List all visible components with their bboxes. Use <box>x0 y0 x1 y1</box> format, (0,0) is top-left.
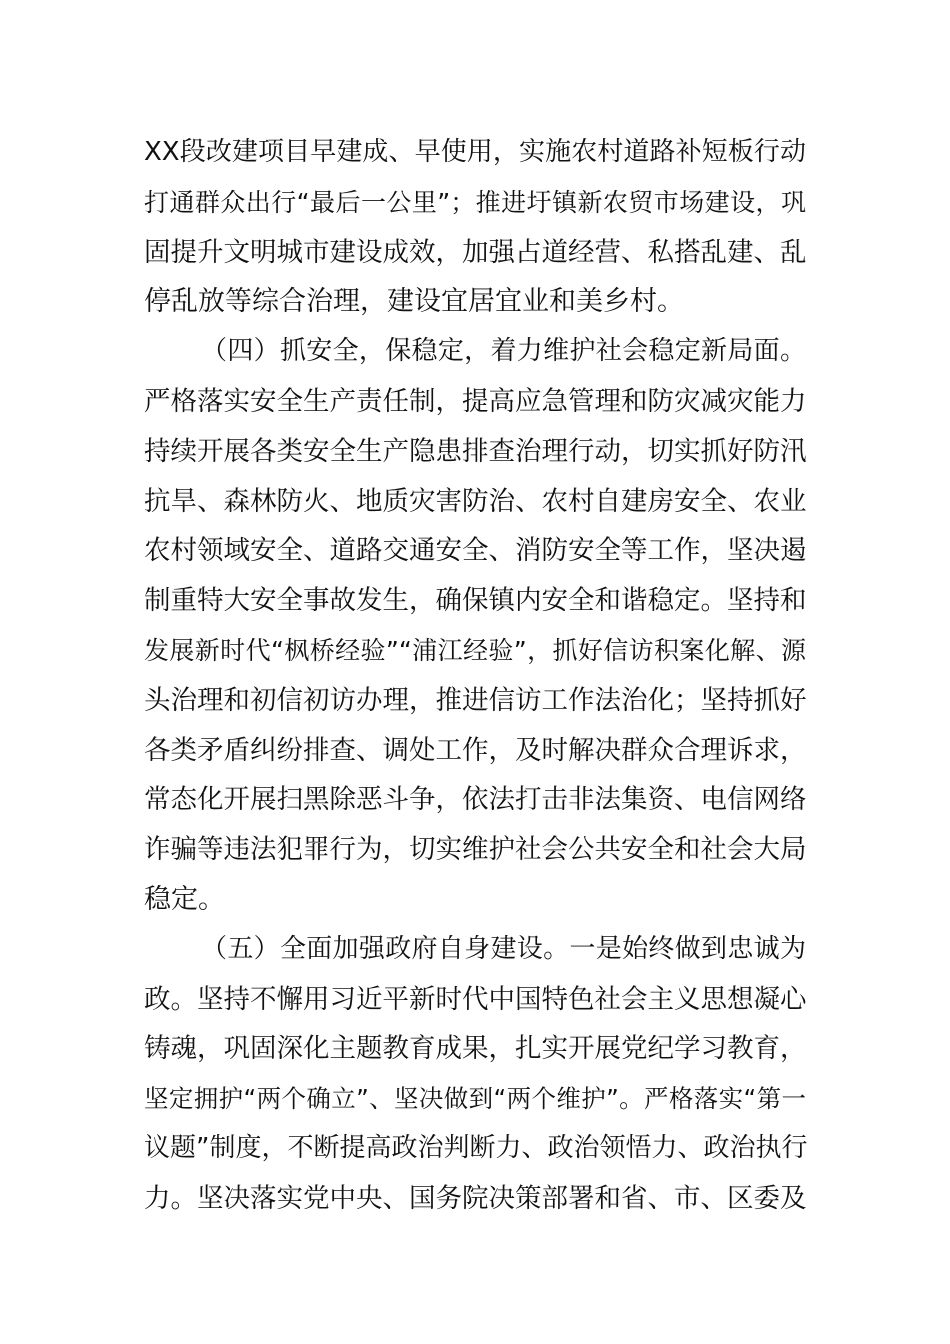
text-line: 固提升文明城市建设成效，加强占道经营、私搭乱建、乱 <box>144 236 807 268</box>
body-text <box>144 128 806 1224</box>
text-line: （四）抓安全，保稳定，着力维护社会稳定新局面。 <box>201 336 806 367</box>
text-line: 稳定。 <box>144 883 225 915</box>
text-line: 政。坚持不懈用习近平新时代中国特色社会主义思想凝心 <box>144 983 807 1015</box>
text-line: 严格落实安全生产责任制，提高应急管理和防灾减灾能力 <box>144 385 807 417</box>
text-line: 停乱放等综合治理，建设宜居宜业和美乡村。 <box>144 286 684 318</box>
text-line: 持续开展各类安全生产隐患排查治理行动，切实抓好防汛 <box>144 435 807 467</box>
text-line: 制重特大安全事故发生，确保镇内安全和谐稳定。坚持和 <box>144 585 807 617</box>
text-line: XX段改建项目早建成、早使用，实施农村道路补短板行动 <box>144 137 806 167</box>
text-line: 抗旱、森林防火、地质灾害防治、农村自建房安全、农业 <box>144 485 807 517</box>
text-line: 铸魂，巩固深化主题教育成果，扎实开展党纪学习教育， <box>144 1033 807 1065</box>
text-line: 农村领域安全、道路交通安全、消防安全等工作，坚决遏 <box>144 535 807 567</box>
text-line: 坚定拥护“两个确立”、坚决做到“两个维护”。严格落实“第一 <box>144 1084 806 1114</box>
text-line: 诈骗等违法犯罪行为，切实维护社会公共安全和社会大局 <box>144 834 807 866</box>
text-line: 力。坚决落实党中央、国务院决策部署和省、市、区委及 <box>144 1182 807 1214</box>
text-line: 常态化开展扫黑除恶斗争，依法打击非法集资、电信网络 <box>144 784 807 816</box>
text-line: 议题”制度，不断提高政治判断力、政治领悟力、政治执行 <box>144 1132 808 1163</box>
text-line: 发展新时代“枫桥经验”“浦江经验”，抓好信访积案化解、源 <box>144 635 806 665</box>
text-line: 打通群众出行“最后一公里”；推进圩镇新农贸市场建设，巩 <box>144 187 806 217</box>
text-line: 各类矛盾纠纷排查、调处工作，及时解决群众合理诉求， <box>144 734 807 766</box>
text-line: 头治理和初信初访办理，推进信访工作法治化；坚持抓好 <box>144 684 807 716</box>
text-line: （五）全面加强政府自身建设。一是始终做到忠诚为 <box>201 933 806 964</box>
